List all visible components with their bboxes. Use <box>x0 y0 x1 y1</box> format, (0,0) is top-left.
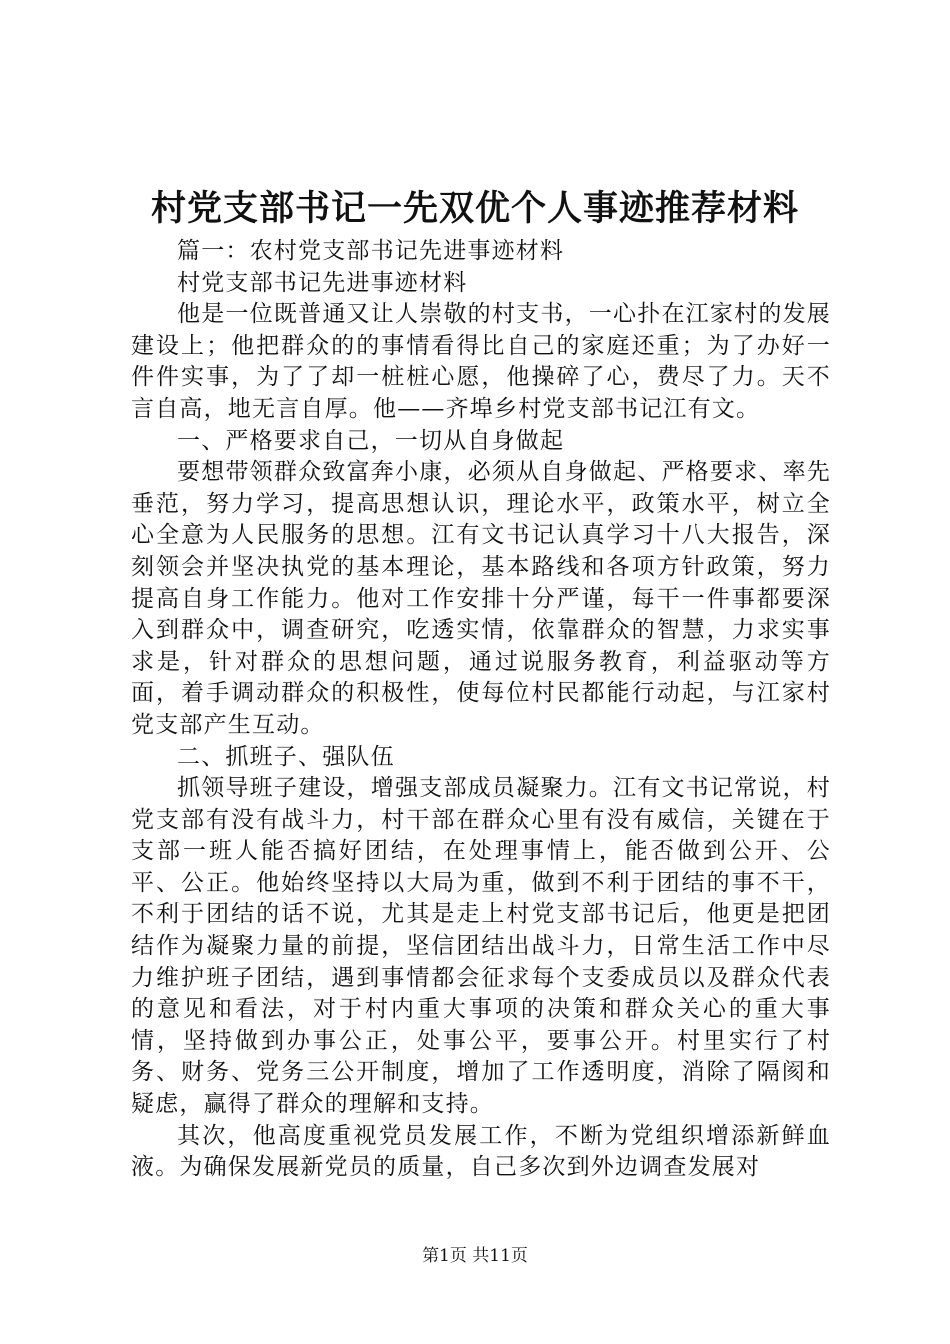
document-body <box>131 236 831 1184</box>
paragraph: 要想带领群众致富奔小康，必须从自身做起、严格要求、率先垂范，努力学习，提高思想认识，理论水平，政策水平，树立全心全意为人民服务的思想。江有文书记认真学习十八大报告，深刻领会并坚决执党的基本理论，基本路线和各项方针政策，努力提高自身工作能力。他对工作安排十分严谨，每干一件事都要深入到群众中，调查研究，吃透实情，依靠群众的智慧，力求实事求是，针对群众的思想问题，通过说服务教育，利益驱动等方面，着手调动群众的积极性，使每位村民都能行动起，与江家村党支部产生互动。 <box>131 459 831 738</box>
section-heading: 二、抓班子、强队伍 <box>177 743 395 770</box>
page-footer: 第1页 共11页 <box>422 1246 528 1266</box>
section-heading: 一、严格要求自己，一切从自身做起 <box>177 427 565 454</box>
subtitle: 村党支部书记先进事迹材料 <box>177 269 468 296</box>
paragraph: 其次，他高度重视党员发展工作，不断为党组织增添新鲜血液。为确保发展新党员的质量，自己多次到外边调查发展对 <box>131 1122 831 1181</box>
section-heading: 篇一：农村党支部书记先进事迹材料 <box>177 238 565 264</box>
document-title: 村党支部书记一先双优个人事迹推荐材料 <box>150 188 799 229</box>
paragraph: 抓领导班子建设，增强支部成员凝聚力。江有文书记常说，村党支部有没有战斗力，村干部在群众心里有没有威信，关键在于支部一班人能否搞好团结，在处理事情上，能否做到公开、公平、公正。他始终坚持以大局为重，做到不利于团结的事不干，不利于团结的话不说，尤其是走上村党支部书记后，他更是把团结作为凝聚力量的前提，坚信团结出战斗力，日常生活工作中尽力维护班子团结，遇到事情都会征求每个支委成员以及群众代表的意见和看法，对于村内重大事项的决策和群众关心的重大事情，坚持做到办事公正，处事公平，要事公开。村里实行了村务、财务、党务三公开制度，增加了工作透明度，消除了隔阂和疑虑，赢得了群众的理解和支持。 <box>131 775 831 1118</box>
paragraph: 他是一位既普通又让人崇敬的村支书，一心扑在江家村的发展建设上；他把群众的的事情看得比自己的家庭还重；为了办好一件件实事，为了了却一桩桩心愿，他操碎了心，费尽了力。天不言自高，地无言自厚。他——齐埠乡村党支部书记江有文。 <box>131 301 831 422</box>
